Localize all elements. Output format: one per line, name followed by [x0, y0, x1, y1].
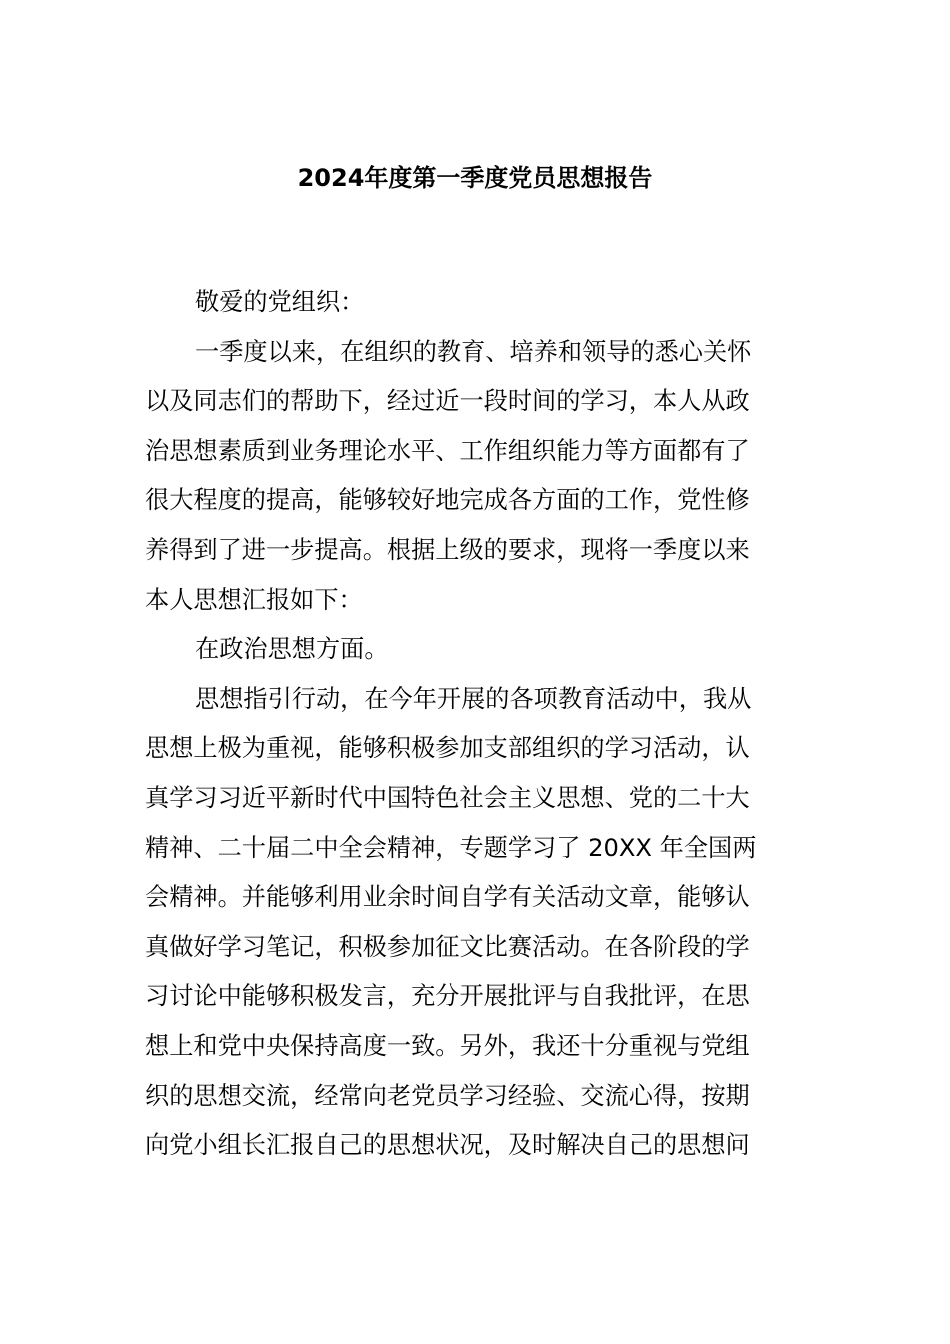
body-line: 真学习习近平新时代中国特色社会主义思想、党的二十大 — [145, 783, 750, 812]
body-line: 精神、二十届二中全会精神，专题学习了 20XX 年全国两 — [145, 833, 757, 862]
body-line: 以及同志们的帮助下，经过近一段时间的学习，本人从政 — [145, 387, 750, 416]
body-line: 思想指引行动，在今年开展的各项教育活动中，我从 — [195, 684, 752, 713]
body-line: 织的思想交流，经常向老党员学习经验、交流心得，按期 — [145, 1081, 750, 1110]
body-line: 很大程度的提高，能够较好地完成各方面的工作，党性修 — [145, 486, 750, 515]
body-line: 治思想素质到业务理论水平、工作组织能力等方面都有了 — [145, 436, 750, 465]
body-line: 会精神。并能够利用业余时间自学有关活动文章，能够认 — [145, 883, 750, 912]
body-line: 养得到了进一步提高。根据上级的要求，现将一季度以来 — [145, 535, 750, 564]
body-line: 一季度以来，在组织的教育、培养和领导的悉心关怀 — [195, 337, 752, 366]
body-text — [145, 282, 815, 1175]
body-line: 敬爱的党组织： — [195, 288, 365, 316]
document-title: 2024年度第一季度党员思想报告 — [297, 164, 653, 192]
body-line: 在政治思想方面。 — [195, 635, 389, 664]
body-line: 本人思想汇报如下： — [145, 585, 363, 614]
body-line: 习讨论中能够积极发言，充分开展批评与自我批评，在思 — [145, 982, 750, 1011]
body-line: 真做好学习笔记，积极参加征文比赛活动。在各阶段的学 — [145, 932, 750, 961]
body-line: 向党小组长汇报自己的思想状况，及时解决自己的思想问 — [145, 1131, 750, 1160]
body-line: 想上和党中央保持高度一致。另外，我还十分重视与党组 — [145, 1031, 750, 1060]
body-line: 思想上极为重视，能够积极参加支部组织的学习活动，认 — [145, 734, 750, 763]
